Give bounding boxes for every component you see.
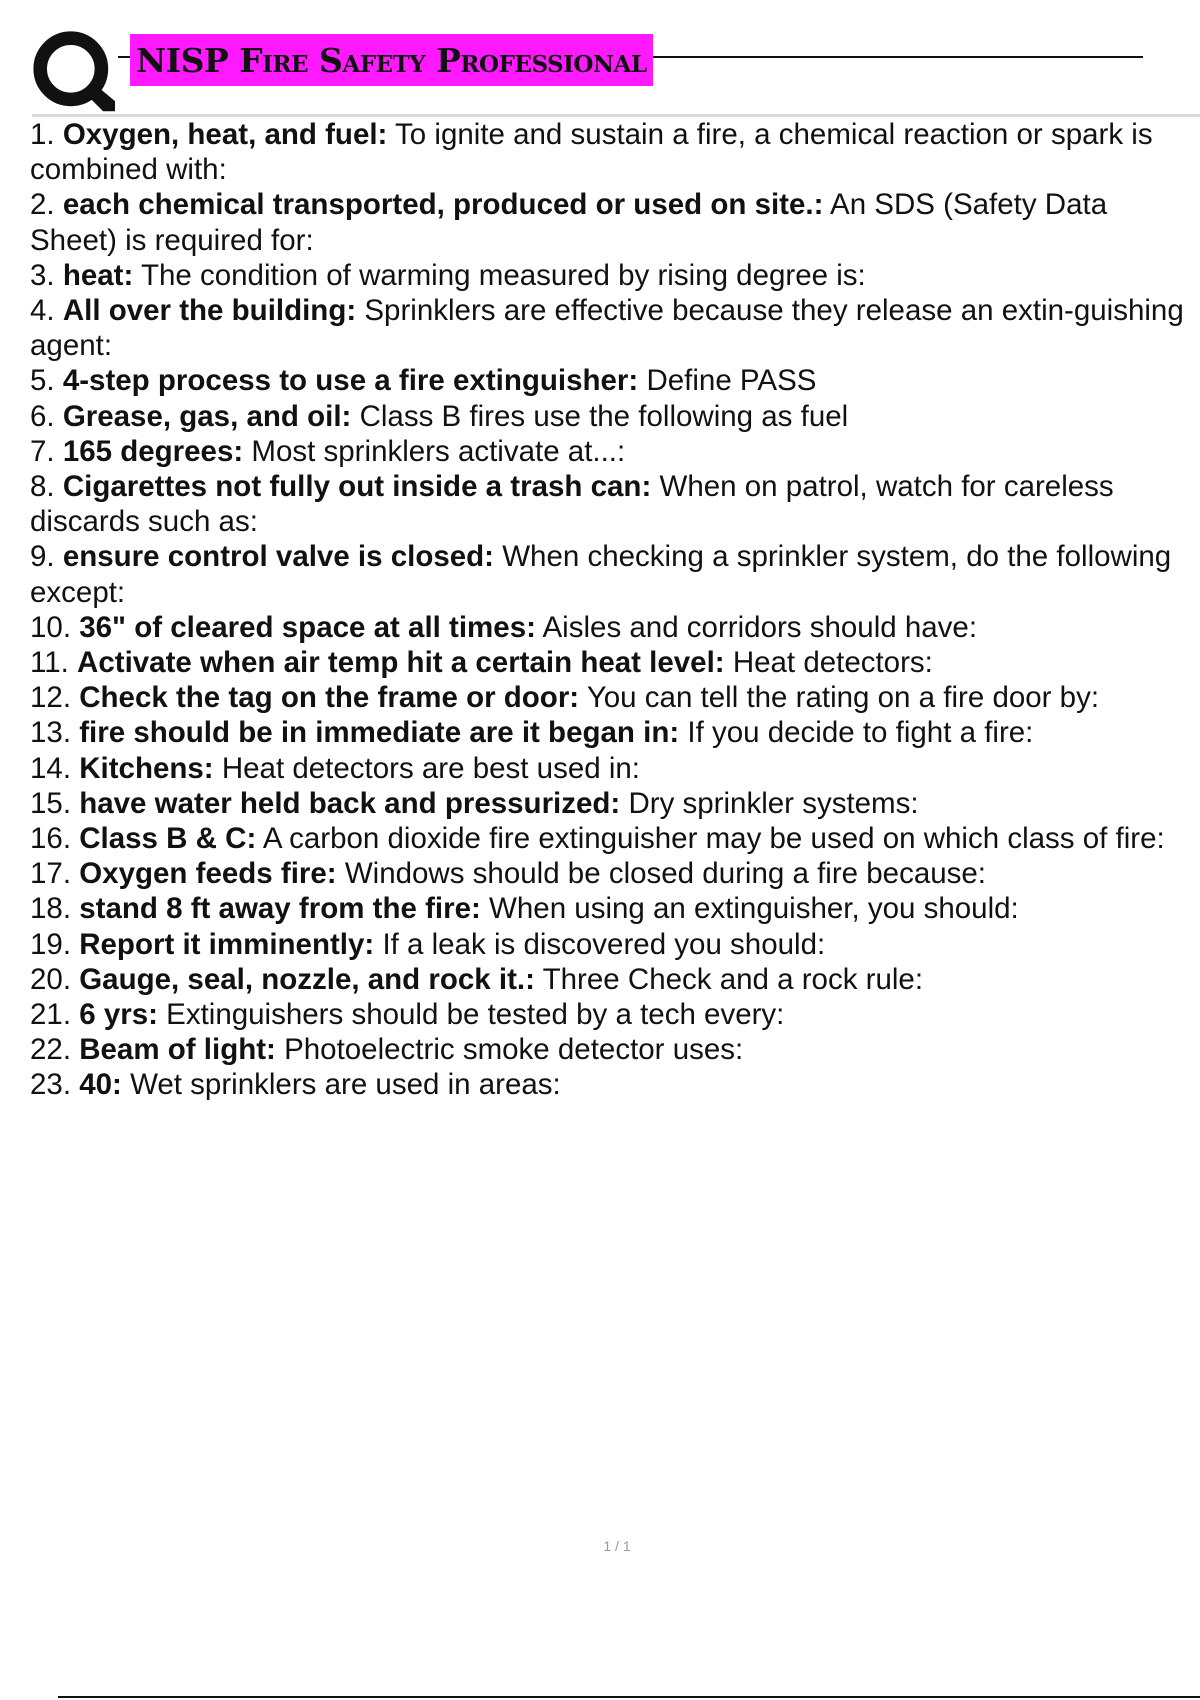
title-highlight [130, 34, 653, 86]
item-answer: 165 degrees: [62, 434, 244, 468]
item-number: 21. [30, 998, 72, 1032]
item-question: Heat detectors are best used in: [221, 751, 641, 785]
item-answer: 6 yrs: [79, 998, 158, 1032]
item-answer: fire should be in immediate are it began in: [79, 716, 680, 750]
item-number: 11. [30, 646, 69, 680]
item-question: Three Check and a rock rule: [542, 962, 924, 996]
item-number: 19. [30, 927, 72, 961]
item-number: 7. [30, 434, 55, 468]
item-number: 17. [30, 857, 72, 891]
item-question: Wet sprinklers are used in areas: [130, 1068, 561, 1102]
item-number: 15. [30, 786, 72, 820]
item-question: Define PASS [646, 364, 817, 398]
item-number: 12. [30, 681, 72, 715]
item-number: 22. [30, 1033, 72, 1067]
item-answer: 36" of cleared space at all times: [79, 610, 536, 644]
item-answer: 4-step process to use a fire extinguisher: [62, 364, 639, 398]
item-question: When checking a sprinkler system, do the following except: [30, 540, 1172, 609]
item-question: Heat detectors: [732, 646, 933, 680]
footer-rule [58, 1696, 1200, 1698]
qa-item [30, 187, 1200, 257]
item-question: If a leak is discovered you should: [382, 927, 826, 961]
item-question: Dry sprinkler systems: [628, 786, 919, 820]
item-number: 8. [30, 470, 55, 504]
letter-q-logo-icon [30, 28, 115, 113]
qa-item [30, 1067, 1200, 1102]
item-question: An SDS (Safety Data Sheet) is required for: [30, 188, 1108, 257]
qa-item [30, 680, 1200, 715]
document-header [0, 0, 1200, 118]
item-question: Windows should be closed during a fire because: [344, 857, 986, 891]
qa-item [30, 258, 1200, 293]
item-question: Extinguishers should be tested by a tech every: [166, 998, 785, 1032]
qa-item [30, 434, 1200, 469]
item-question: A carbon dioxide fire extinguisher may be used on which class of fire: [262, 822, 1165, 856]
item-answer: Gauge, seal, nozzle, and rock it.: [79, 962, 535, 996]
item-answer: Beam of light: [79, 1033, 276, 1067]
item-answer: Oxygen, heat, and fuel: [62, 118, 388, 151]
item-question: When using an extinguisher, you should: [489, 892, 1019, 926]
item-answer: Oxygen feeds fire: [79, 857, 337, 891]
item-answer: Report it imminently: [79, 927, 375, 961]
item-number: 23. [30, 1068, 72, 1102]
item-answer: have water held back and pressurized: [79, 786, 621, 820]
item-number: 2. [30, 188, 55, 222]
qa-item [30, 821, 1200, 856]
item-answer: Grease, gas, and oil: [62, 399, 352, 433]
item-number: 13. [30, 716, 72, 750]
qa-item [30, 751, 1200, 786]
item-answer: Kitchens: [79, 751, 214, 785]
qa-item [30, 962, 1200, 997]
item-answer: Cigarettes not fully out inside a trash can: [62, 470, 652, 504]
qa-item [30, 399, 1200, 434]
qa-item [30, 1032, 1200, 1067]
qa-item [30, 469, 1200, 539]
page-number: 1 / 1 [603, 1538, 631, 1554]
item-question: Aisles and corridors should have: [542, 610, 978, 644]
qa-item [30, 856, 1200, 891]
item-number: 14. [30, 751, 72, 785]
item-answer: each chemical transported, produced or used on site.: [62, 188, 824, 222]
qa-item [30, 891, 1200, 926]
qa-item [30, 645, 1200, 680]
item-answer: heat: [62, 258, 134, 292]
item-number: 10. [30, 610, 72, 644]
item-number: 9. [30, 540, 55, 574]
item-number: 18. [30, 892, 72, 926]
item-question: The condition of warming measured by rising degree is: [140, 258, 866, 292]
item-answer: ensure control valve is closed: [62, 540, 495, 574]
item-answer: Class B & C: [79, 822, 257, 856]
item-number: 5. [30, 364, 55, 398]
item-answer: Check the tag on the frame or door: [79, 681, 580, 715]
item-question: Sprinklers are effective because they release an extin-guishing agent: [30, 294, 1184, 363]
item-question: Photoelectric smoke detector uses: [284, 1033, 744, 1067]
item-question: Most sprinklers activate at...: [251, 434, 626, 468]
item-question: When on patrol, watch for careless discards such as: [30, 470, 1114, 539]
item-answer: 40: [79, 1068, 122, 1102]
item-number: 4. [30, 294, 55, 328]
document-title: NISP Fire Safety Professional [136, 40, 647, 80]
item-number: 3. [30, 258, 55, 292]
item-answer: stand 8 ft away from the fire: [79, 892, 481, 926]
item-question: If you decide to fight a fire: [687, 716, 1034, 750]
qa-item [30, 363, 1200, 398]
qa-item [30, 715, 1200, 750]
item-number: 6. [30, 399, 55, 433]
qa-item [30, 539, 1200, 609]
item-answer: All over the building: [62, 294, 357, 328]
item-question: You can tell the rating on a fire door by: [586, 681, 1100, 715]
item-number: 20. [30, 962, 72, 996]
qa-item [30, 610, 1200, 645]
qa-item [30, 786, 1200, 821]
qa-item [30, 927, 1200, 962]
item-number: 16. [30, 822, 72, 856]
item-question: Class B fires use the following as fuel [359, 399, 849, 433]
item-answer: Activate when air temp hit a certain heat level: [77, 646, 725, 680]
qa-item [30, 997, 1200, 1032]
qa-item [30, 117, 1200, 187]
item-number: 1. [30, 118, 55, 151]
item-question: To ignite and sustain a fire, a chemical reaction or spark is combined with: [30, 118, 1153, 187]
qa-item [30, 293, 1200, 363]
qa-list [30, 117, 1200, 1103]
